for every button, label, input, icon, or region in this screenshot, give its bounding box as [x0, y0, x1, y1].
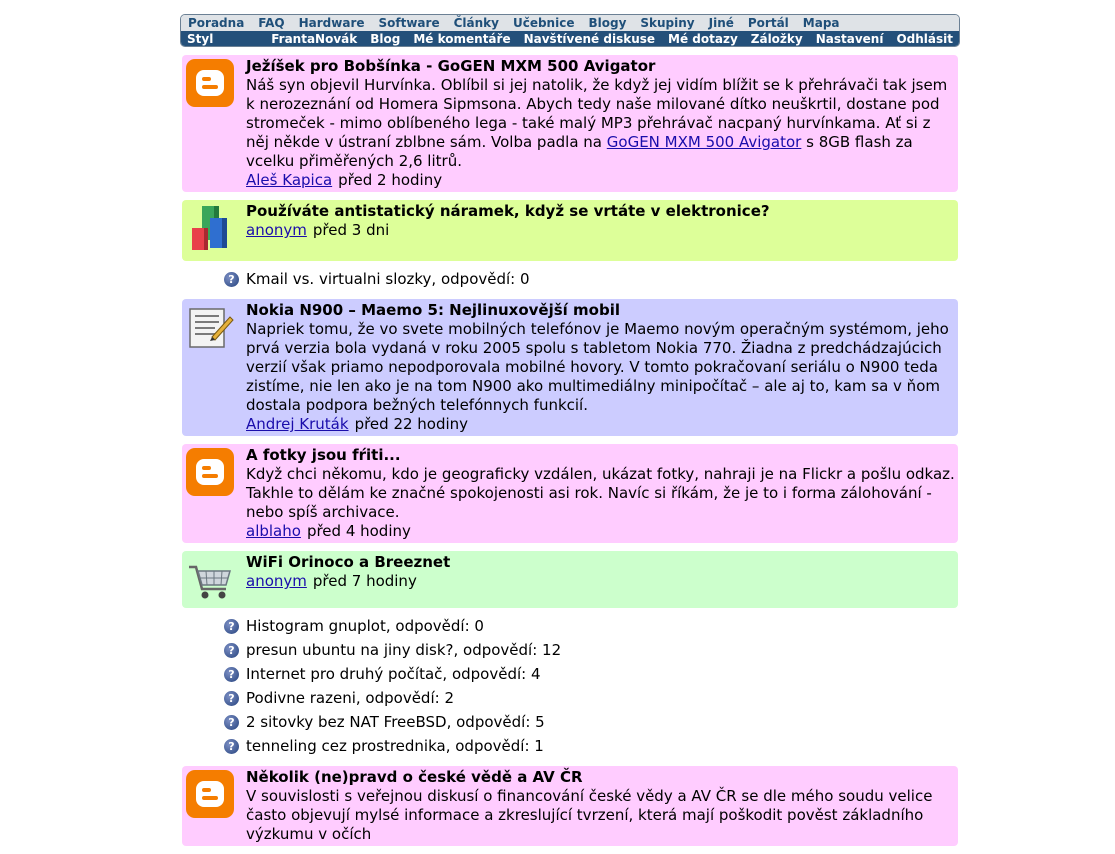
question-icon: ?: [224, 272, 239, 287]
question-link[interactable]: 2 sitovky bez NAT FreeBSD, odpovědí: 5: [246, 713, 545, 731]
card-text-part: Náš syn objevil Hurvínka. Oblíbil si jej natolik, že když jej vidím blížit se k přehrávači tak jsem k nerozeznání od Homera Sipmsona. Abych tedy naše milované dítko neuškrtil, dostane pod stromeček - mimo oblíbeného lega - také malý MP3 přehrávač nacpaný hurvínkama. Ať si z něj někde v ústraní zblbne sám. Volba padla na: [246, 76, 948, 151]
nav-ucebnice[interactable]: Učebnice: [512, 16, 575, 30]
feed-card-question: [182, 200, 958, 261]
card-text-part: s 8GB flash za vcelku přiměřených 2,6 litrů.: [246, 133, 913, 170]
card-title[interactable]: Několik (ne)pravd o české vědě a AV ČR: [246, 768, 583, 786]
nav-styl[interactable]: Styl: [187, 31, 214, 46]
card-author-link[interactable]: anonym: [246, 221, 307, 239]
card-meta: [246, 171, 956, 190]
question-item: [224, 614, 960, 638]
nav-hardware[interactable]: Hardware: [298, 16, 365, 30]
nav-my-questions[interactable]: Mé dotazy: [668, 31, 738, 46]
card-time: před 22 hodiny: [354, 415, 469, 433]
card-meta: [246, 572, 956, 591]
feed-card-blog: [182, 444, 958, 543]
card-text: Napriek tomu, že vo svete mobilných telefónov je Maemo novým operačným systémom, jeho prvá verzia bola vydaná v roku 2005 spolu s tabletom Nokia 770. Žiadna z predchádzajúcich verzií však priamo nepodporovala mobilné hovory. V tomto pokračovaní seriálu o N900 teda zistíme, nie len ako je na tom N900 ako multimediálny minipočítač – ale aj to, kam sa v ňom dostala podpora bežných telefónnych funkcií.: [246, 320, 949, 414]
nav-my-comments[interactable]: Mé komentáře: [413, 31, 511, 46]
card-title[interactable]: WiFi Orinoco a Breeznet: [246, 553, 451, 571]
feed-card-blog: [182, 766, 958, 846]
nav-portal[interactable]: Portál: [747, 16, 789, 30]
question-link[interactable]: presun ubuntu na jiny disk?, odpovědí: 12: [246, 641, 562, 659]
card-author-link[interactable]: alblaho: [246, 522, 301, 540]
feed: [180, 55, 960, 846]
card-time: před 2 hodiny: [338, 171, 443, 189]
cubes-icon: [186, 204, 234, 252]
card-meta: [246, 522, 956, 541]
nav-blogy[interactable]: Blogy: [588, 16, 627, 30]
card-time: před 3 dni: [312, 221, 390, 239]
question-icon: ?: [224, 667, 239, 682]
question-icon: ?: [224, 643, 239, 658]
question-list: [224, 614, 960, 758]
nav-skupiny[interactable]: Skupiny: [640, 16, 695, 30]
card-meta: [246, 221, 956, 240]
article-icon: [186, 303, 234, 351]
question-list: [224, 267, 960, 291]
nav-username[interactable]: FrantaNovák: [271, 31, 358, 46]
blogger-icon: [186, 448, 234, 496]
question-icon: ?: [224, 715, 239, 730]
question-icon: ?: [224, 619, 239, 634]
card-inline-link[interactable]: GoGEN MXM 500 Avigator: [606, 133, 802, 151]
card-title[interactable]: Ježíšek pro Bobšínka - GoGEN MXM 500 Avigator: [246, 57, 656, 75]
question-item: [224, 710, 960, 734]
nav-logout[interactable]: Odhlásit: [896, 31, 953, 46]
nav-poradna[interactable]: Poradna: [188, 16, 245, 30]
question-item: [224, 686, 960, 710]
nav-clanky[interactable]: Články: [453, 16, 499, 30]
feed-card-blog: [182, 55, 958, 192]
nav-primary: [181, 15, 959, 31]
card-title[interactable]: Používáte antistatický náramek, když se vrtáte v elektronice?: [246, 202, 770, 220]
nav-user-links: [258, 32, 953, 46]
question-item: [224, 267, 960, 291]
blogger-icon: [186, 770, 234, 818]
question-link[interactable]: Internet pro druhý počítač, odpovědí: 4: [246, 665, 541, 683]
card-author-link[interactable]: Andrej Kruták: [246, 415, 349, 433]
question-link[interactable]: Podivne razeni, odpovědí: 2: [246, 689, 454, 707]
card-title[interactable]: Nokia N900 – Maemo 5: Nejlinuxovější mobil: [246, 301, 620, 319]
question-link[interactable]: Kmail vs. virtualni slozky, odpovědí: 0: [246, 270, 530, 288]
nav-bookmarks[interactable]: Záložky: [750, 31, 803, 46]
nav-mapa[interactable]: Mapa: [802, 16, 840, 30]
cart-icon: [186, 555, 234, 603]
nav-settings[interactable]: Nastavení: [815, 31, 884, 46]
question-item: [224, 734, 960, 758]
card-time: před 7 hodiny: [312, 572, 417, 590]
card-title[interactable]: A fotky jsou fŕiti...: [246, 446, 401, 464]
feed-card-bazaar: [182, 551, 958, 608]
card-author-link[interactable]: anonym: [246, 572, 307, 590]
nav-faq[interactable]: FAQ: [258, 16, 285, 30]
nav-jine[interactable]: Jiné: [708, 16, 734, 30]
main-nav: [180, 14, 960, 47]
card-author-link[interactable]: Aleš Kapica: [246, 171, 333, 189]
question-icon: ?: [224, 739, 239, 754]
card-text: V souvislosti s veřejnou diskusí o financování české vědy a AV ČR se dle mého soudu velice často objevují mylsé informace a zkreslující tvrzení, která mají poškodit pověst základního výzkumu v očích: [246, 787, 933, 843]
card-text: [246, 76, 956, 171]
blogger-icon: [186, 59, 234, 107]
feed-card-article: [182, 299, 958, 436]
question-link[interactable]: tenneling cez prostrednika, odpovědí: 1: [246, 737, 544, 755]
nav-user: [181, 31, 959, 46]
card-time: před 4 hodiny: [306, 522, 411, 540]
page-wrapper: [180, 14, 960, 854]
nav-blog[interactable]: Blog: [370, 31, 401, 46]
question-item: [224, 638, 960, 662]
nav-visited-discussions[interactable]: Navštívené diskuse: [523, 31, 656, 46]
question-item: [224, 662, 960, 686]
card-text: Když chci někomu, kdo je geograficky vzdálen, ukázat fotky, nahraji je na Flickr a pošlu odkaz. Takhle to dělám ke značné spokojenosti asi rok. Navíc si říkám, že je to i forma zálohování - nebo spíš archivace.: [246, 465, 955, 521]
nav-software[interactable]: Software: [378, 16, 440, 30]
question-icon: ?: [224, 691, 239, 706]
question-link[interactable]: Histogram gnuplot, odpovědí: 0: [246, 617, 484, 635]
card-meta: [246, 415, 956, 434]
